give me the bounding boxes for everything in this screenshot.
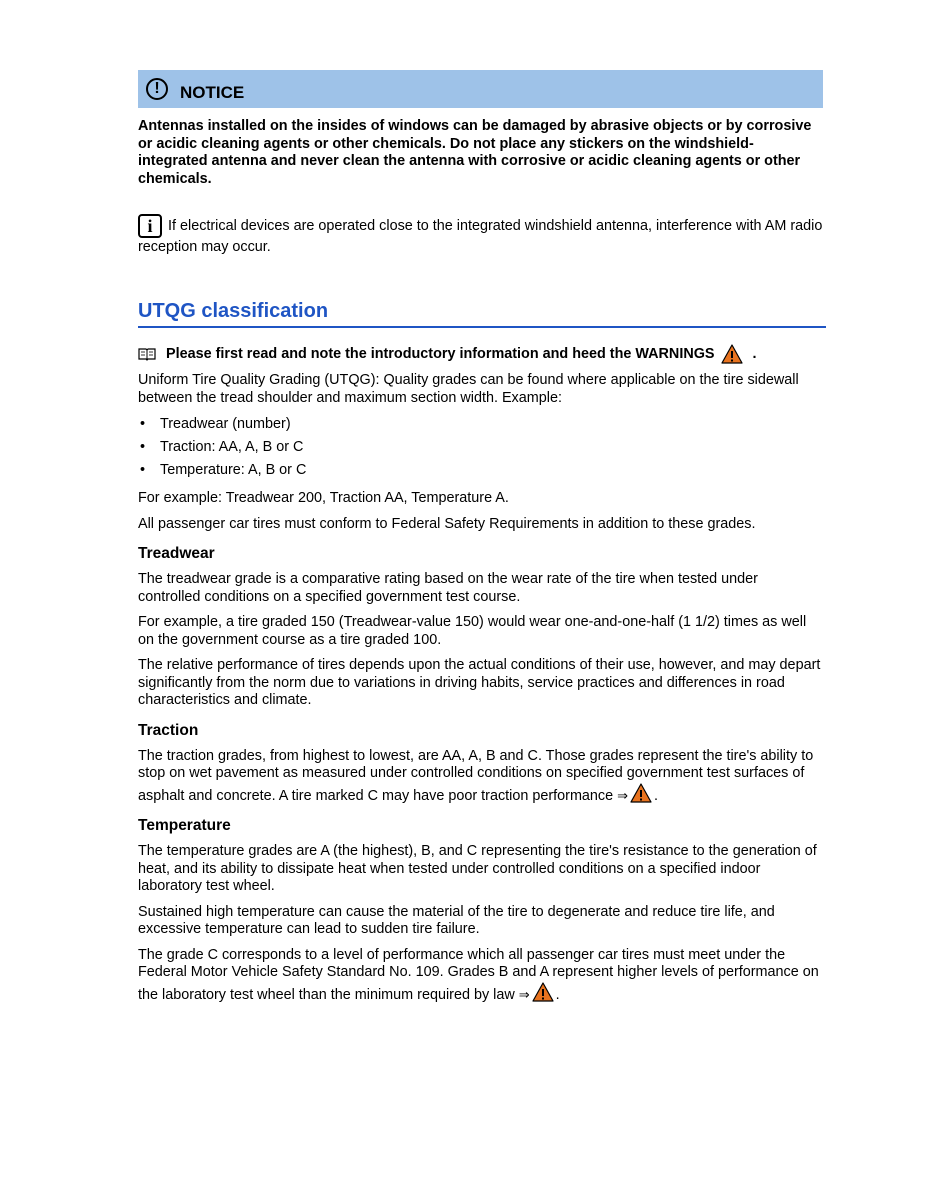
arrow-ref: ⇒ [518, 986, 530, 1002]
temperature-heading: Temperature [138, 817, 231, 834]
info-box-icon: i [138, 214, 162, 238]
exclamation-circle-icon: ! [146, 78, 168, 100]
conform-text: All passenger car tires must conform to Federal Safety Requirements in addition to these grades. [138, 515, 756, 532]
notice-text: Antennas installed on the insides of windows can be damaged by abrasive objects or by corrosive or acidic cleaning agents or other chemicals. Do not place any stickers on the windshield-integrated antenna and never clean the antenna with corrosive or acidic cleaning agents or other chemicals. [138, 118, 812, 187]
book-icon [138, 347, 156, 361]
treadwear-p2: For example, a tire graded 150 (Treadwear-value 150) would wear one-and-one-half (1 1/2) times as well on the government course as a tire graded 100. [138, 614, 807, 648]
treadwear-p1: The treadwear grade is a comparative rating based on the wear rate of the tire when tested under controlled conditions on a specified government test course. [138, 571, 758, 605]
read-note [138, 344, 823, 364]
temperature-p3 [138, 947, 823, 1005]
manual-page [138, 70, 823, 1004]
info-text: If electrical devices are operated close to the integrated windshield antenna, interference with AM radio reception may occur. [138, 218, 823, 255]
warning-triangle-icon[interactable] [721, 344, 743, 364]
temperature-p1: The temperature grades are A (the highest), B, and C representing the tire's resistance to the generation of heat, and its ability to dissipate heat when tested under controlled conditions on a specified indoor laboratory test wheel. [138, 843, 817, 894]
read-note-end: . [752, 346, 757, 362]
notice-title: NOTICE [180, 83, 245, 102]
list-item: • Treadwear (number) [138, 413, 823, 436]
section-title: UTQG classification [138, 300, 826, 328]
traction-end: . [654, 787, 659, 804]
warning-triangle-icon[interactable] [630, 783, 652, 803]
notice-banner [138, 70, 823, 108]
arrow-ref: ⇒ [617, 787, 629, 803]
warning-triangle-icon[interactable] [532, 982, 554, 1002]
utqg-intro: Uniform Tire Quality Grading (UTQG): Quality grades can be found where applicable on the tire sidewall between the tread shoulder and maximum section width. Example: [138, 372, 799, 406]
traction-text: The traction grades, from highest to lowest, are AA, A, B and C. Those grades represent the tire's ability to stop on wet pavement as measured under controlled conditions on specified government test surfaces of asphalt and concrete. A tire marked C may have poor traction performance [138, 747, 814, 804]
temperature-text: The grade C corresponds to a level of performance which all passenger car tires must meet under the Federal Motor Vehicle Safety Standard No. 109. Grades B and A represent higher levels of performance on the laboratory test wheel than the minimum required by law [138, 946, 819, 1003]
read-note-text: Please first read and note the introductory information and heed the WARNINGS [166, 346, 715, 362]
list-item: • Traction: AA, A, B or C [138, 436, 823, 459]
traction-heading: Traction [138, 721, 199, 739]
traction-p1 [138, 748, 823, 806]
temperature-end: . [555, 986, 560, 1003]
grade-list [138, 413, 823, 482]
treadwear-p3: The relative performance of tires depends upon the actual conditions of their use, however, and may depart significantly from the norm due to variations in driving habits, service practices and differences in road characteristics and climate. [138, 657, 821, 708]
temperature-p2: Sustained high temperature can cause the material of the tire to degenerate and reduce tire life, and excessive temperature can lead to sudden tire failure. [138, 903, 775, 937]
example-text: For example: Treadwear 200, Traction AA, Temperature A. [138, 490, 509, 506]
list-item: • Temperature: A, B or C [138, 459, 823, 482]
treadwear-heading: Treadwear [138, 545, 215, 562]
info-note [138, 214, 823, 256]
